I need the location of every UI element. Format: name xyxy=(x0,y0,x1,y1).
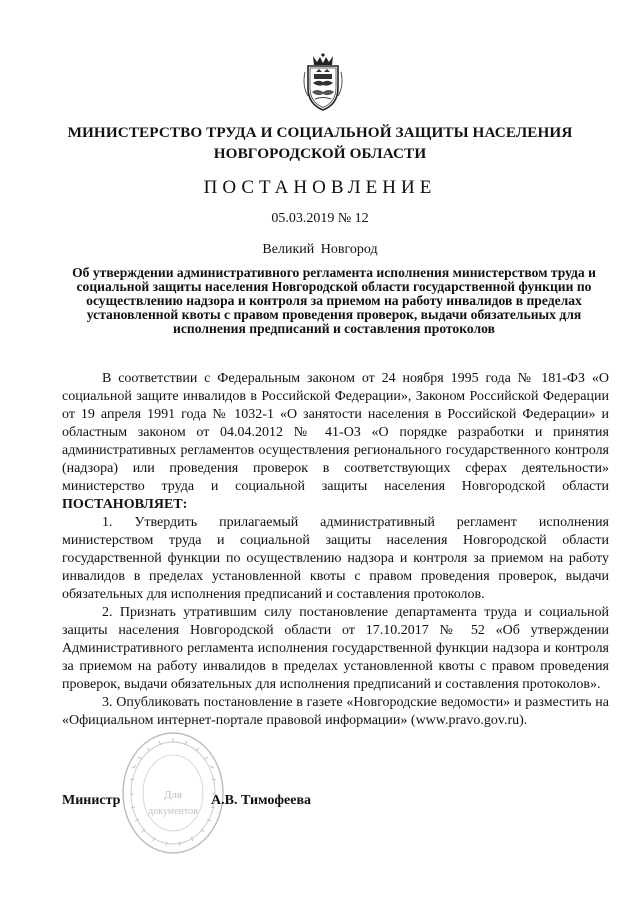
document-title: Об утверждении административного регламента исполнения министерством труда и социальной защиты населения Новгородской области государственной функции по осуществлению надзора и контроля за приемом на работу инвалидов в пределах установленной квоты с правом проведения проверок, выдачи обязательных для исполнения предписаний и составления протоколов xyxy=(72,265,596,336)
document-body xyxy=(62,370,609,730)
ministry-line-2: НОВГОРОДСКОЙ ОБЛАСТИ xyxy=(213,145,427,162)
ministry-line-1: МИНИСТЕРСТВО ТРУДА И СОЦИАЛЬНОЙ ЗАЩИТЫ НАСЕЛЕНИЯ xyxy=(67,124,573,141)
signature-role: Министр xyxy=(62,793,121,808)
preamble-paragraph xyxy=(62,370,609,514)
preamble-text: В соответствии с Федеральным законом от 24 ноября 1995 года № 181-ФЗ «О социальной защите инвалидов в Российской Федерации», Законом Российской Федерации от 19 апреля 1991 года № 1032-1 «О занятости населения в Российской Федерации» и областным законом от 04.04.2012 № 41-ОЗ «О порядке разработки и принятия административных регламентов осуществления регионального государственного контроля (надзора) или проведения проверок в соответствующих сферах деятельности» министерство труда и социальной защиты населения Новгородской области xyxy=(62,371,609,494)
decree-item-1: 1. Утвердить прилагаемый административный регламент исполнения министерством труда и социальной защиты населения Новгородской области государственной функции по осуществлению надзора и контроля за приемом на работу инвалидов в пределах установленной квоты с правом проведения проверок, выдачи обязательных для исполнения предписаний и составления протоколов. xyxy=(62,515,609,602)
ministry-name xyxy=(40,122,600,164)
document-type: ПОСТАНОВЛЕНИЕ xyxy=(203,177,437,198)
stamp-text-2: документов xyxy=(148,806,198,817)
novgorod-coat-of-arms-icon xyxy=(300,52,346,112)
document-city: Великий Новгород xyxy=(262,242,378,257)
decree-word: ПОСТАНОВЛЯЕТ: xyxy=(62,497,188,512)
document-date-number: 05.03.2019 № 12 xyxy=(271,211,369,226)
decree-item-2: 2. Признать утратившим силу постановление департамента труда и социальной защиты населения Новгородской области от 17.10.2017 № 52 «Об утверждении Административного регламента исполнения государственной функции надзора и контроля за приемом на работу инвалидов в пределах установленной квоты с правом проведения проверок, выдачи обязательных для исполнения предписаний и составления протоколов». xyxy=(62,605,609,692)
stamp-text-1: Для xyxy=(163,789,183,801)
signature-name: А.В. Тимофеева xyxy=(211,793,312,808)
decree-item-3: 3. Опубликовать постановление в газете «Новгородские ведомости» и разместить на «Официальном интернет-портале правовой информации» (www.pravo.gov.ru). xyxy=(62,695,609,728)
